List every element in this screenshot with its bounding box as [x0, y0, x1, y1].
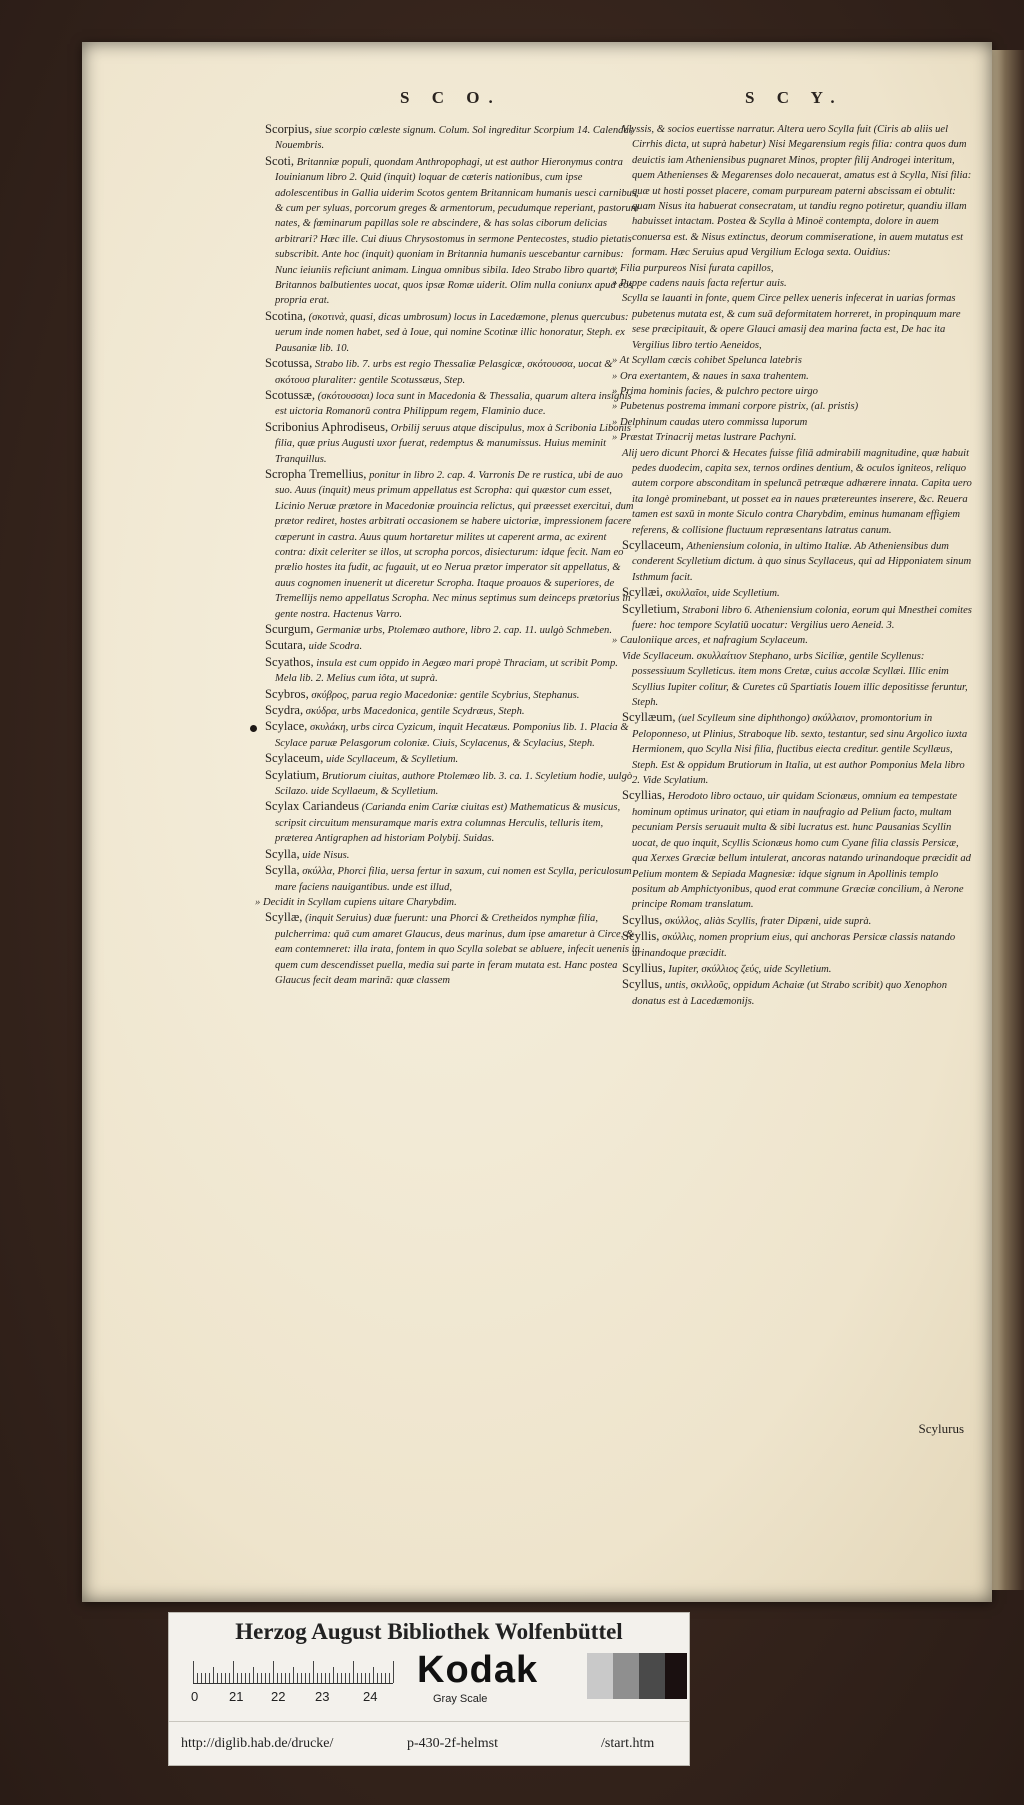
ruler-tick — [297, 1673, 298, 1683]
headword: Scylatium, — [265, 767, 320, 782]
ruler-tick — [325, 1673, 326, 1683]
dictionary-entry — [265, 751, 640, 767]
ruler-tick — [229, 1673, 230, 1683]
entry-text: σκυλάκη, urbs circa Cyzicum, inquit Hecatæus. Pomponius lib. 1. Placia & Scylace paruæ Pelasgorum coloniæ. Ciuis, Scylacenus, & Scylacius, Steph. — [275, 722, 629, 749]
ruler-tick — [305, 1673, 306, 1683]
entry-text: σκύλλις, nomen proprium eius, qui anchoras Persicæ classis natando urinandoque præcidit. — [632, 932, 956, 959]
left-column — [255, 122, 640, 988]
ruler-tick — [377, 1673, 378, 1683]
verse-line: » Filia purpureos Nisi furata capillos, — [612, 262, 774, 274]
url-part-1[interactable]: http://diglib.hab.de/drucke/ — [181, 1736, 334, 1751]
headword: Scotina, — [265, 308, 306, 323]
gray-swatch — [639, 1653, 665, 1699]
ruler-number: 24 — [363, 1689, 378, 1704]
dictionary-entry — [265, 768, 640, 800]
entry-text: Scylla se lauanti in fonte, quem Circe pellex ueneris infecerat in uarias formas pubetenus mutata est, & cum suā deformitatem horreret, in propinquum mare sese præcipitauit, & opere Glauci amasij dea marina facta est, De hac ita Vergilius libro tertio Aeneidos, — [622, 293, 961, 351]
entry-text: uide Scyllaceum, & Scylletium. — [326, 754, 459, 766]
dictionary-entry — [265, 388, 640, 420]
entry-text: Herodoto libro octauo, uir quidam Scionæus, omnium ea tempestate hominum optimus urinator, qui etiam in naufragio ad Pelium facto, multam pecuniam Persis seruauit multa & sibi lucratus est. hunc Pausanias Scyllin uocat, de quo inquit, Scyllis Scionæus homo cum Cyane filia classis Persicæ, qua Xerxes Græciæ bellum intulerat, ancoras natando urinandoque præcidit ad Pelium montem & Sepiada Magnesiæ: idque signum in Apollinis templo positum ab Amphictyonibus, quod erat commune Græciæ concilium, à Nerone principe Romam translatum. — [632, 791, 971, 911]
ruler-number: 21 — [229, 1689, 244, 1704]
headword: Scyllius, — [622, 960, 666, 975]
ruler-tick — [293, 1667, 294, 1683]
verse-line: » Cauloniique arces, et nafragium Scylaceum. — [612, 635, 808, 647]
dictionary-entry — [265, 703, 640, 719]
color-target-card — [168, 1612, 690, 1766]
dictionary-entry — [265, 420, 640, 467]
dictionary-entry — [622, 929, 974, 961]
ruler-tick — [333, 1667, 334, 1683]
ruler-tick — [209, 1673, 210, 1683]
dictionary-entry — [622, 913, 974, 929]
headword: Scylax Cariandeus — [265, 799, 360, 814]
ruler-tick — [281, 1673, 282, 1683]
ruler-number: 22 — [271, 1689, 286, 1704]
dictionary-entry — [622, 602, 974, 634]
entry-text: (σκοτινὰ, quasi, dicas umbrosum) locus in Lacedæmone, plenus quercubus: uerum inde nomen habet, sed à Ioue, qui nomine Scotinæ illic honoratur, Steph. ex Pausaniæ lib. 10. — [275, 311, 629, 354]
ruler-tick — [241, 1673, 242, 1683]
ruler-tick — [301, 1673, 302, 1683]
dictionary-entry — [265, 719, 640, 751]
entry-text: Straboni libro 6. Atheniensium colonia, eorum qui Mnesthei comites fuere: hoc tempore Scylatiū uocatur: Vergilius uero Aeneid. 3. — [632, 604, 972, 631]
ruler-tick — [245, 1673, 246, 1683]
entry-text: insula est cum oppido in Aegæo mari propè Thraciam, ut scribit Pomp. Mela lib. 2. Melius cum iôta, ut suprà. — [275, 657, 618, 685]
ruler-tick — [385, 1673, 386, 1683]
ruler-tick — [349, 1673, 350, 1683]
ruler-tick — [201, 1673, 202, 1683]
verse-line: » At Scyllam cæcis cohibet Spelunca latebris — [612, 355, 802, 367]
kodak-logo: Kodak — [417, 1649, 539, 1691]
entry-text: (σκότουσσαι) loca sunt in Macedonia & Thessalia, quarum altera insignis est uictoria Romanorū contra Philippum regem, Flaminio duce. — [275, 390, 632, 418]
headword: Scylace, — [265, 719, 308, 734]
verse-line: » Pubetenus postrema immani corpore pistrix, (al. pristis) — [612, 401, 859, 413]
verse-line: » Puppe cadens nauis facta refertur auis. — [612, 278, 787, 290]
url-part-2[interactable]: p-430-2f-helmst — [407, 1736, 498, 1751]
ruler-tick — [269, 1673, 270, 1683]
ruler-tick — [389, 1673, 390, 1683]
headword: Scurgum, — [265, 622, 314, 636]
dictionary-entry — [622, 538, 974, 585]
headword: Scyllæ, — [265, 910, 303, 925]
entry-text: Germaniæ urbs, Ptolemæo authore, libro 2. cap. 11. uulgò Schmeben. — [316, 625, 612, 636]
next-page-edge — [992, 50, 1024, 1590]
entry-text: ponitur in libro 2. cap. 4. Varronis De re rustica, ubi de auo suo. Auus (inquit) meus primum appellatus est Scropha: qui quæstor cum esset, Licinio Neruæ prætore in Macedoniæ prouincia relictus, qui præesset exercitui, dum prætor rediret, hostes arbitrati occasionem se habere uictoriæ, impressionem facere cœperunt in castra. Auus quum hortaretur milites ut caperent arma, ac exirent contra: dixit celeriter se illos, ut scropha porcos, disiecturum: idque fecit. Nam eo prælio hostes ita fudit, ac fugauit, ut eo Nerua prætor imperator sit appellatus, & auus cognomen inuenerit ut diceretur Scropha. Itaque proauos & superiores, de Tremellijs nemo appellatus Scropha. Nec minus septimus sum deinceps prætorius in gente nostra. Hactenus Varro. — [275, 469, 634, 620]
ruler-tick — [233, 1661, 234, 1683]
ruler-tick — [265, 1673, 266, 1683]
entry-text: siue scorpio cœleste signum. Colum. Sol ingreditur Scorpium 14. Calendas Nouembris. — [275, 125, 633, 152]
ruler-tick — [341, 1673, 342, 1683]
ruler-tick — [369, 1673, 370, 1683]
ruler-tick — [197, 1673, 198, 1683]
headword: Scorpius, — [265, 122, 313, 136]
entry-text: σκυλλαῖοι, uide Scylletium. — [665, 588, 780, 600]
dictionary-entry — [622, 585, 974, 601]
ruler — [193, 1653, 393, 1684]
headword: Scotussæ, — [265, 387, 316, 402]
headword: Scylla, — [265, 846, 300, 861]
url-part-3[interactable]: /start.htm — [601, 1736, 655, 1751]
dictionary-entry — [622, 788, 974, 912]
verse-line: » Decidit in Scyllam cupiens uitare Charybdim. — [255, 896, 457, 908]
entry-text: Strabo lib. 7. urbs est regio Thessaliæ Pelasgicæ, σκότουσσα, uocat & σκότουσ pluraliter: gentile Scotussæus, Step. — [275, 359, 613, 386]
catchword: Scylurus — [918, 1421, 964, 1436]
ruler-tick — [345, 1673, 346, 1683]
ruler-tick — [249, 1673, 250, 1683]
ruler-tick — [205, 1673, 206, 1683]
header-right: S C Y. — [745, 88, 844, 107]
entry-text: uide Nisus. — [302, 849, 350, 861]
ruler-tick — [277, 1673, 278, 1683]
headword: Scyllis, — [622, 929, 660, 944]
dictionary-entry — [622, 710, 974, 788]
right-column — [612, 122, 974, 1009]
ruler-tick — [261, 1673, 262, 1683]
headword: Scydra, — [265, 703, 304, 718]
ruler-tick — [273, 1661, 274, 1683]
headword: Scotussa, — [265, 356, 313, 371]
margin-dot — [250, 725, 257, 732]
verse-line: » Præstat Trinacrij metas lustrare Pachyni. — [612, 432, 797, 444]
entry-text: uide Scodra. — [308, 641, 363, 653]
verse-line: » Delphinum caudas utero commissa luporum — [612, 416, 808, 428]
dictionary-entry — [622, 977, 974, 1009]
dictionary-entry — [265, 910, 640, 988]
entry-text: Atheniensium colonia, in ultimo Italiæ. Ab Atheniensibus dum conderent Scylletium dictum. à quo sinus Scyllaceus, qui ad Hipponiatem sinum Isthmum facit. — [632, 540, 972, 583]
verse-line: » Ora exertantem, & naues in saxa trahentem. — [612, 370, 809, 382]
headword: Scylaceum, — [265, 751, 324, 766]
headword: Scyllias, — [622, 788, 666, 803]
headword: Scoti, — [265, 153, 295, 168]
dictionary-entry — [622, 649, 974, 711]
entry-text: (inquit Seruius) duæ fuerunt: una Phorci & Cretheidos nymphæ filia, pulcherrima: quā cum amaret Glaucus, deus marinus, dum ipse amaretur à Circe, & eam contemneret: illa irata, fontem in quo Scylla solebat se abluere, infecit uenenis in quem cum descendisset puella, media sui parte in feram mutata est. Hanc postea Glaucus fecit deam marinā: quæ classem — [275, 913, 640, 986]
ruler-tick — [225, 1673, 226, 1683]
ruler-tick — [289, 1673, 290, 1683]
entry-text: (uel Scylleum sine diphthongo) σκύλλαιον, promontorium in Peloponneso, ut Plinius, Straboque lib. sexto, testantur, sed sinu Argolico iuxta Hermionem, quo Scylla Nisi filia, fluctibus eiecta creditur. gentile Scyllæus, Steph. Est & oppidum Brutiorum in Italia, ut est author Pomponius Mela libro 2. Vide Scylatium. — [632, 713, 968, 787]
dictionary-entry — [622, 961, 974, 977]
url-bar — [169, 1721, 689, 1766]
dictionary-entry — [622, 122, 974, 261]
dictionary-entry — [265, 655, 640, 687]
gray-swatch — [665, 1653, 687, 1699]
gray-swatch — [613, 1653, 639, 1699]
dictionary-entry — [622, 446, 974, 538]
entry-text: Vide Scyllaceum. σκυλλαίτιον Stephano, urbs Siciliæ, gentile Scyllenus: possessiuum Scylleticus. item mons Cretæ, cuius accolæ Scyllæi. Illic enim Scyllius Iupiter colitur, & Curetes cū Spartiatis Iouem illic depositisse feruntur, Steph. — [622, 650, 968, 709]
dictionary-entry — [265, 467, 640, 622]
ruler-tick — [237, 1673, 238, 1683]
headword: Scribonius Aphrodiseus, — [265, 419, 389, 434]
headword: Scylletium, — [622, 601, 680, 616]
entry-text: σκύλλος, aliàs Scyllis, frater Dipæni, uide suprà. — [664, 915, 872, 927]
ruler-tick — [193, 1661, 194, 1683]
entry-text: untis, σκιλλοῦς, oppidum Achaiæ (ut Strabo scribit) quo Xenophon donatus est à Lacedæmonijs. — [632, 980, 948, 1007]
gray-scale-label: Gray Scale — [433, 1693, 488, 1705]
ruler-tick — [373, 1667, 374, 1683]
headword: Scyllæi, — [622, 585, 663, 600]
dictionary-entry — [265, 799, 640, 846]
entry-text: Orbilij seruus atque discipulus, mox à Scribonia Libonis filia, quæ prius Augusti uxor fuerat, redemptus & manumissus. Huius meminit Tranquillus. — [275, 422, 631, 465]
ruler-tick — [381, 1673, 382, 1683]
ruler-number: 23 — [315, 1689, 330, 1704]
entry-text: Iupiter, σκύλλιος ζεύς, uide Scylletium. — [668, 963, 832, 975]
entry-text: Vlyssis, & socios euertisse narratur. Altera uero Scylla fuit (Ciris ab aliis uel Cirrhis dicta, ut suprà habetur) Nisi Megarensium regis filia: contra quos dum deuictis iam Atheniensibus pugnaret Minos, propter filij Androgei interitum, quem Athenienses & Megarenses dolo necauerat, amatus est à Scylla, Nisi filia: quæ ut hosti posset placere, comam purpuream paterni abscissam ei obtulit: quam Nisus ita habuerat consecratam, ut tandiu regno potiretur, quandiu illam habuisset intactam. Postea & Scylla à Minoë contempta, dolore in auem conuersa est. & Nisus extinctus, deorum commiseratione, in auem mutatus est formam. Hæc Seruius apud Vergilium Ecloga sexta. Ouidius: — [622, 124, 972, 259]
ruler-tick — [253, 1667, 254, 1683]
ruler-number: 0 — [191, 1689, 199, 1704]
headword: Scyllæum, — [622, 710, 676, 725]
entry-text: σκύδρα, urbs Macedonica, gentile Scydræus, Steph. — [305, 706, 525, 718]
header-left: S C O. — [400, 88, 502, 107]
entry-text: σκύλλα, Phorci filia, uersa fertur in saxum, cui nomen est Scylla, periculosum mare faciens nauigantibus. unde est illud, — [275, 866, 632, 893]
entry-text: Britanniæ populi, quondam Anthropophagi, ut est author Hieronymus contra Iouinianum libro 2. Quid (inquit) loquar de cæteris nationibus, cum ipse adolescentibus in Gallia uiderim Scotos gentem Britannicam humanis uesci carnibus, & cum per syluas, porcorum greges & armentorum, pecudumque reperiant, pastorum nates, & fœminarum papillas sole re abscindere, & has solas ciborum delicias arbitrari? Hæc ille. Cui diuus Chrysostomus in sermone Pentecostes, studio pietatis subscribit. Ante hoc (inquit) quoniam in Britannia humanis uescebantur carnibus: Nunc ieiuniis reficiunt animam. Lingua omnibus sibila. Ideo Strabo libro quarto, Britannos balbutientes uocat, quos ipsæ Romæ uiderit. Olim nulla coniunx apud eos propria erat. — [275, 156, 639, 307]
verse-line: » Prima hominis facies, & pulchro pectore uirgo — [612, 385, 818, 397]
ruler-tick — [221, 1673, 222, 1683]
ruler-tick — [285, 1673, 286, 1683]
ruler-tick — [337, 1673, 338, 1683]
ruler-tick — [393, 1661, 394, 1683]
headword: Scropha Tremellius, — [265, 466, 367, 481]
library-title: Herzog August Bibliothek Wolfenbüttel — [235, 1619, 623, 1644]
dictionary-entry — [265, 638, 640, 654]
dictionary-entry — [265, 122, 640, 154]
headword: Scybros, — [265, 686, 309, 701]
ruler-tick — [361, 1673, 362, 1683]
entry-text: σκύβρος, parua regio Macedoniæ: gentile Scybrius, Stephanus. — [311, 689, 580, 701]
ruler-tick — [313, 1661, 314, 1683]
ruler-tick — [329, 1673, 330, 1683]
ruler-tick — [365, 1673, 366, 1683]
dictionary-entry — [265, 356, 640, 388]
entry-text: Alij uero dicunt Phorci & Hecates fuisse filiā admirabili magnitudine, quæ habuit pedes duodecim, capita sex, ternos ordines dentium, & oculos igniteos, reliquo autem corpore absconditam in speluncā petræque adhærere innata. Capita uero ita longè prominebant, ut posset ea in naues prætereuntes inserere, &c. Reuera tamen est saxū in monte Siculo contra Charybdim, eminus humanam effigiem referens, & collisione fluctuum repræsentans latratus canum. — [622, 447, 972, 536]
ruler-tick — [317, 1673, 318, 1683]
headword: Scyllus, — [622, 977, 663, 992]
headword: Scylla, — [265, 863, 300, 878]
ruler-tick — [309, 1673, 310, 1683]
entry-text: Brutiorum ciuitas, authore Ptolemæo lib. 3. ca. 1. Scyletium hodie, uulgò Scilazo. uide Scyllaeum, & Scylletium. — [275, 770, 633, 798]
ruler-tick — [217, 1673, 218, 1683]
dictionary-entry — [265, 309, 640, 356]
ruler-tick — [357, 1673, 358, 1683]
dictionary-entry — [622, 291, 974, 353]
entry-text: (Carianda enim Cariæ ciuitas est) Mathematicus & musicus, scripsit circuitum mensuramque maris extra columnas Herculis, telluris item, præterea Antigraphen ad historiam Polybij. Suidas. — [275, 802, 621, 845]
gray-swatch — [587, 1653, 613, 1699]
dictionary-entry — [265, 154, 640, 309]
headword: Scyllus, — [622, 912, 663, 927]
dictionary-entry — [265, 863, 640, 895]
ruler-tick — [213, 1667, 214, 1683]
dictionary-entry — [265, 687, 640, 703]
ruler-tick — [353, 1661, 354, 1683]
headword: Scyllaceum, — [622, 537, 684, 552]
ruler-tick — [257, 1673, 258, 1683]
headword: Scutara, — [265, 638, 306, 653]
ruler-tick — [321, 1673, 322, 1683]
headword: Scyathos, — [265, 654, 314, 669]
dictionary-entry — [265, 622, 640, 638]
dictionary-entry — [265, 847, 640, 863]
